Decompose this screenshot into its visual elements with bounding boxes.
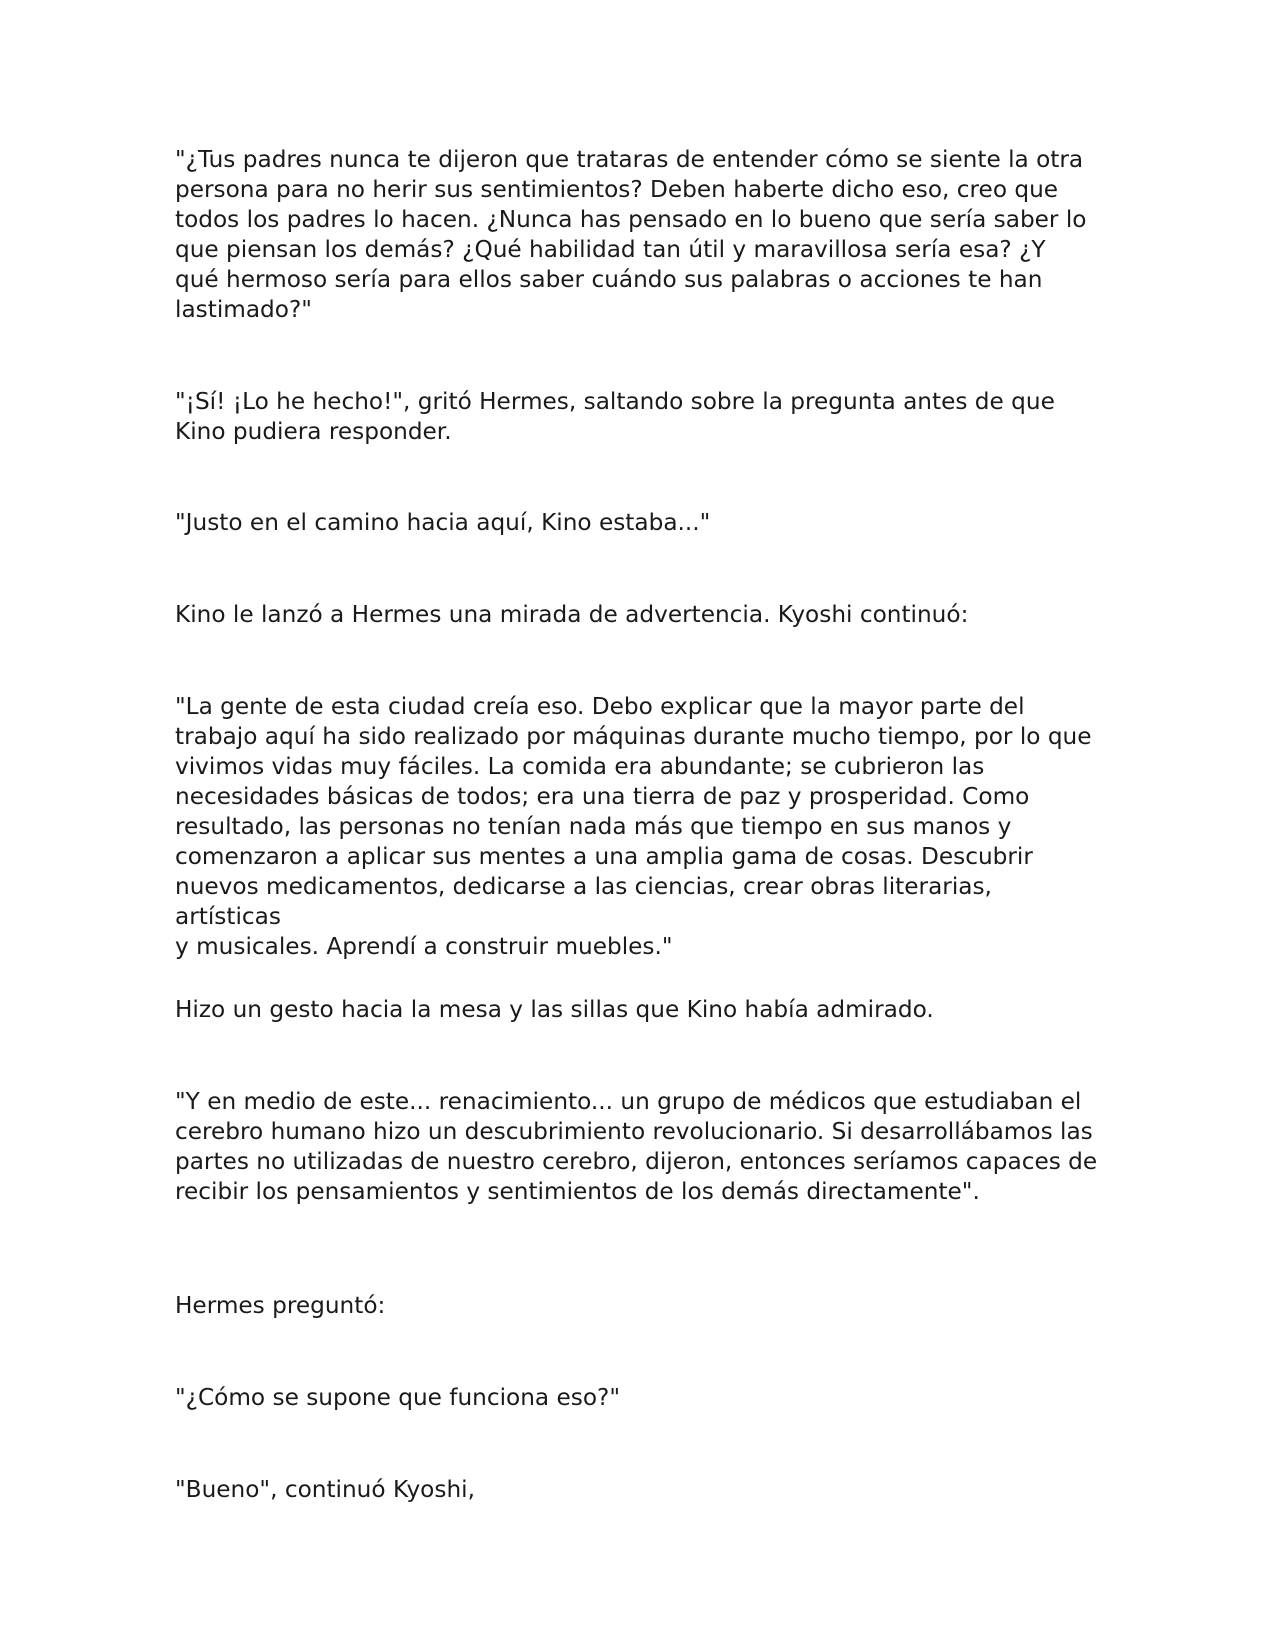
paragraph: Hizo un gesto hacia la mesa y las sillas que Kino había admirado. xyxy=(175,996,934,1023)
paragraph: "Justo en el camino hacia aquí, Kino estaba..." xyxy=(175,509,711,536)
paragraph: "¿Tus padres nunca te dijeron que trataras de entender cómo se siente la otra persona para no herir sus sentimientos? Deben haberte dicho eso, creo que todos los padres lo hacen. ¿Nunca has pensado en lo bueno que sería saber lo que piensan los demás? ¿Qué habilidad tan útil y maravillosa sería esa? ¿Y qué hermoso sería para ellos saber cuándo sus palabras o acciones te han lastimado?" xyxy=(175,146,1087,323)
paragraph: "Bueno", continuó Kyoshi, xyxy=(175,1476,475,1503)
paragraph: "Y en medio de este... renacimiento... un grupo de médicos que estudiaban el cerebro humano hizo un descubrimiento revolucionario. Si desarrollábamos las partes no utilizadas de nuestro cerebro, dijeron, entonces seríamos capaces de recibir los pensamientos y sentimientos de los demás directamente". xyxy=(175,1088,1098,1205)
paragraph: Hermes preguntó: xyxy=(175,1292,386,1319)
paragraph: "¿Cómo se supone que funciona eso?" xyxy=(175,1384,620,1411)
paragraph: "La gente de esta ciudad creía eso. Debo explicar que la mayor parte del trabajo aquí ha sido realizado por máquinas durante mucho tiempo, por lo que vivimos vidas muy fáciles. La comida era abundante; se cubrieron las necesidades básicas de todos; era una tierra de paz y prosperidad. Como resultado, las personas no tenían nada más que tiempo en sus manos y comenzaron a aplicar sus mentes a una amplia gama de cosas. Descubrir nuevos medicamentos, dedicarse a las ciencias, crear obras literarias, artísticas y musicales. Aprendí a construir muebles." xyxy=(175,693,1092,960)
paragraph: Kino le lanzó a Hermes una mirada de advertencia. Kyoshi continuó: xyxy=(175,601,969,628)
paragraph: "¡Sí! ¡Lo he hecho!", gritó Hermes, saltando sobre la pregunta antes de que Kino pudiera responder. xyxy=(175,388,1055,445)
